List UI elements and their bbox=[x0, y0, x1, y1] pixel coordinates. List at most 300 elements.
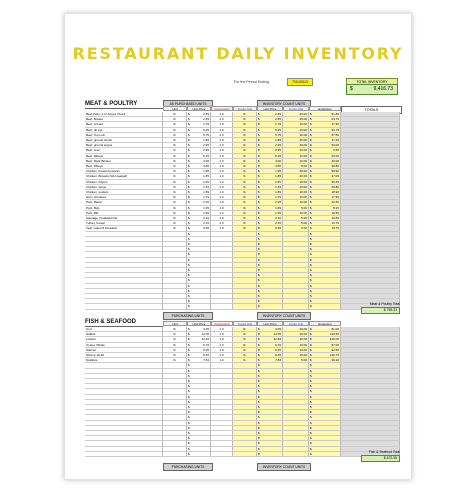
cell-name[interactable]: Beef, corned bbox=[85, 122, 163, 127]
cell-name[interactable]: Salmon bbox=[85, 348, 163, 353]
cell-name[interactable] bbox=[85, 304, 163, 309]
cell-cprice[interactable]: $ bbox=[257, 447, 283, 452]
cell-unit[interactable]: lb bbox=[163, 122, 187, 127]
cell-cprice[interactable]: $ bbox=[257, 268, 283, 273]
cell-cprice[interactable]: $ 4.85 bbox=[258, 164, 281, 168]
cell-conv[interactable]: 1.0 bbox=[211, 122, 233, 127]
cell-unit[interactable]: lb bbox=[163, 154, 187, 159]
cell-price[interactable]: $ bbox=[187, 374, 211, 379]
cell-cprice[interactable]: $ 1.89 bbox=[258, 190, 281, 194]
cell-name[interactable]: Beef, ground angus bbox=[85, 143, 163, 148]
cell-cunit[interactable] bbox=[233, 452, 257, 457]
cell-ext[interactable]: $ 40.00 bbox=[310, 158, 339, 163]
cell-price[interactable]: $ bbox=[187, 299, 211, 304]
cell-ext[interactable]: $ bbox=[309, 452, 341, 457]
cell-cprice[interactable]: $ 2.10 bbox=[258, 216, 281, 220]
cell-unit[interactable]: lb bbox=[163, 353, 187, 358]
cell-cprice[interactable]: $ 9.25 bbox=[258, 347, 281, 352]
cell-price[interactable]: $ 4.05 bbox=[188, 327, 209, 331]
cell-unit[interactable]: lb bbox=[163, 133, 187, 138]
cell-ext[interactable]: $ bbox=[309, 436, 341, 441]
cell-price[interactable]: $ bbox=[187, 400, 211, 405]
cell-unit[interactable]: lb bbox=[163, 226, 187, 231]
cell-price[interactable]: $ 2.25 bbox=[188, 200, 209, 205]
cell-ext[interactable]: $ 19.50 bbox=[310, 210, 339, 215]
cell-unit[interactable]: lb bbox=[163, 117, 187, 122]
cell-unit[interactable]: lb bbox=[163, 211, 187, 216]
cell-count[interactable]: 10.00 bbox=[283, 195, 309, 200]
cell-name[interactable]: Beef, rib eye bbox=[85, 128, 163, 133]
cell-price[interactable]: $ 1.89 bbox=[188, 138, 209, 142]
cell-name[interactable] bbox=[85, 452, 163, 457]
cell-price[interactable]: $ 4.00 bbox=[188, 158, 209, 163]
cell-ext[interactable]: $ bbox=[309, 278, 341, 283]
cell-cprice[interactable]: $ 5.75 bbox=[258, 132, 281, 137]
cell-conv[interactable]: 1.0 bbox=[211, 169, 233, 174]
cell-name[interactable]: Sausage, breakfast link bbox=[85, 216, 163, 221]
cell-ext[interactable]: $ 47.25 bbox=[310, 138, 339, 142]
cell-conv[interactable]: 1.0 bbox=[211, 143, 233, 148]
cell-cprice[interactable]: $ bbox=[257, 273, 283, 278]
cell-ext[interactable]: $ 10.75 bbox=[310, 221, 339, 226]
cell-ext[interactable]: $ bbox=[309, 379, 341, 384]
cell-price[interactable]: $ bbox=[187, 363, 211, 368]
cell-unit[interactable]: lb bbox=[163, 216, 187, 221]
cell-price[interactable]: $ bbox=[187, 410, 211, 415]
cell-price[interactable]: $ 1.65 bbox=[188, 205, 209, 210]
cell-cprice[interactable]: $ bbox=[257, 299, 283, 304]
cell-cunit[interactable] bbox=[233, 304, 257, 309]
cell-price[interactable]: $ 7.84 bbox=[188, 358, 209, 363]
cell-count[interactable] bbox=[283, 304, 309, 309]
cell-unit[interactable]: lb bbox=[163, 195, 187, 200]
cell-price[interactable]: $ 6.70 bbox=[188, 342, 209, 347]
cell-conv[interactable]: 1.0 bbox=[211, 216, 233, 221]
cell-cunit[interactable]: lb bbox=[233, 133, 257, 138]
cell-cunit[interactable]: lb bbox=[233, 174, 257, 179]
cell-cprice[interactable]: $ 1.85 bbox=[258, 174, 281, 179]
cell-name[interactable]: Turkey, breast bbox=[85, 221, 163, 226]
cell-cprice[interactable]: $ bbox=[257, 263, 283, 268]
cell-price[interactable]: $ 2.10 bbox=[188, 216, 209, 220]
cell-cprice[interactable]: $ bbox=[257, 242, 283, 247]
cell-cunit[interactable]: lb bbox=[233, 190, 257, 195]
cell-cprice[interactable]: $ 4.05 bbox=[258, 327, 281, 331]
cell-price[interactable]: $ 6.25 bbox=[188, 127, 209, 132]
cell-ext[interactable]: $ 81.00 bbox=[310, 327, 339, 331]
cell-unit[interactable]: lb bbox=[163, 200, 187, 205]
cell-ext[interactable]: $ bbox=[309, 426, 341, 431]
cell-cunit[interactable]: lb bbox=[233, 216, 257, 221]
cell-ext[interactable]: $ 29.80 bbox=[310, 184, 339, 189]
cell-price[interactable]: $ bbox=[187, 284, 211, 289]
cell-ext[interactable]: $ 17.90 bbox=[310, 195, 339, 200]
cell-ext[interactable]: $ 19.75 bbox=[310, 226, 339, 231]
cell-ext[interactable]: $ bbox=[309, 268, 341, 273]
cell-count[interactable]: 20.00 bbox=[283, 185, 309, 190]
cell-ext[interactable]: $ bbox=[309, 400, 341, 405]
cell-ext[interactable]: $ bbox=[309, 441, 341, 446]
cell-unit[interactable]: lb bbox=[163, 190, 187, 195]
cell-cprice[interactable]: $ bbox=[257, 400, 283, 405]
cell-unit[interactable]: lb bbox=[163, 343, 187, 348]
cell-cunit[interactable]: lb bbox=[233, 348, 257, 353]
cell-conv[interactable]: 1.0 bbox=[211, 112, 233, 117]
cell-price[interactable]: $ bbox=[187, 252, 211, 257]
cell-ext[interactable]: $ bbox=[309, 374, 341, 379]
cell-unit[interactable]: lb bbox=[163, 159, 187, 164]
cell-count[interactable] bbox=[283, 452, 309, 457]
cell-unit[interactable]: lb bbox=[163, 138, 187, 143]
cell-count[interactable]: 30.00 bbox=[283, 169, 309, 174]
cell-conv[interactable]: 1.0 bbox=[211, 343, 233, 348]
cell-ext[interactable]: $ 63.00 bbox=[310, 153, 339, 158]
cell-count[interactable]: 5.00 bbox=[283, 358, 309, 363]
cell-unit[interactable]: lb bbox=[163, 221, 187, 226]
cell-count[interactable]: 5.00 bbox=[283, 206, 309, 211]
cell-ext[interactable]: $ 58.50 bbox=[310, 169, 339, 174]
cell-price[interactable]: $ 5.25 bbox=[188, 153, 209, 158]
cell-conv[interactable]: 1.0 bbox=[211, 195, 233, 200]
cell-price[interactable]: $ bbox=[187, 436, 211, 441]
cell-cprice[interactable]: $ 2.25 bbox=[258, 200, 281, 205]
cell-cunit[interactable]: lb bbox=[233, 117, 257, 122]
cell-cprice[interactable]: $ bbox=[257, 452, 283, 457]
cell-unit[interactable]: lb bbox=[163, 332, 187, 337]
cell-price[interactable]: $ 1.79 bbox=[188, 195, 209, 200]
cell-count[interactable]: 20.00 bbox=[283, 174, 309, 179]
cell-conv[interactable]: 1.0 bbox=[211, 226, 233, 231]
cell-cprice[interactable]: $ 1.89 bbox=[258, 138, 281, 142]
cell-ext[interactable]: $ bbox=[309, 242, 341, 247]
cell-ext[interactable]: $ 126.75 bbox=[310, 353, 339, 357]
cell-cprice[interactable]: $ bbox=[257, 379, 283, 384]
cell-cprice[interactable]: $ 1.79 bbox=[258, 195, 281, 200]
cell-ext[interactable]: $ bbox=[309, 258, 341, 263]
cell-ext[interactable]: $ bbox=[309, 284, 341, 289]
cell-cunit[interactable]: lb bbox=[233, 143, 257, 148]
cell-name[interactable]: Cod bbox=[85, 327, 163, 332]
cell-price[interactable]: $ bbox=[187, 232, 211, 237]
cell-price[interactable]: $ 2.35 bbox=[188, 179, 209, 184]
cell-count[interactable]: 10.00 bbox=[283, 337, 309, 342]
cell-ext[interactable]: $ bbox=[309, 252, 341, 257]
cell-conv[interactable]: 1.0 bbox=[211, 332, 233, 337]
cell-count[interactable]: 10.00 bbox=[283, 200, 309, 205]
cell-conv[interactable]: 1.0 bbox=[211, 353, 233, 358]
cell-price[interactable]: $ 1.95 bbox=[188, 169, 209, 174]
cell-ext[interactable]: $ bbox=[309, 237, 341, 242]
cell-ext[interactable]: $ 63.75 bbox=[310, 117, 339, 122]
cell-price[interactable]: $ bbox=[187, 242, 211, 247]
cell-conv[interactable]: 1.0 bbox=[211, 221, 233, 226]
cell-cprice[interactable]: $ bbox=[257, 395, 283, 400]
cell-price[interactable]: $ bbox=[187, 452, 211, 457]
cell-conv[interactable]: 1.0 bbox=[211, 148, 233, 153]
cell-unit[interactable]: lb bbox=[163, 180, 187, 185]
cell-cprice[interactable]: $ 14.05 bbox=[258, 332, 281, 337]
cell-ext[interactable]: $ 39.20 bbox=[310, 358, 339, 363]
cell-price[interactable]: $ 1.95 bbox=[188, 210, 209, 215]
cell-price[interactable]: $ bbox=[187, 273, 211, 278]
cell-cprice[interactable]: $ bbox=[257, 405, 283, 410]
cell-count[interactable]: 5.00 bbox=[283, 216, 309, 221]
cell-conv[interactable]: 1.0 bbox=[211, 154, 233, 159]
cell-cprice[interactable]: $ 3.95 bbox=[258, 226, 281, 231]
cell-ext[interactable]: $ 53.00 bbox=[310, 143, 339, 148]
cell-conv[interactable]: 1.0 bbox=[211, 358, 233, 363]
cell-conv[interactable]: 1.0 bbox=[211, 327, 233, 332]
cell-cprice[interactable]: $ bbox=[257, 441, 283, 446]
cell-ext[interactable]: $ 17.90 bbox=[310, 122, 339, 127]
cell-cprice[interactable]: $ bbox=[257, 410, 283, 415]
cell-cprice[interactable]: $ 7.84 bbox=[258, 358, 281, 363]
cell-cunit[interactable]: lb bbox=[233, 159, 257, 164]
cell-price[interactable]: $ bbox=[187, 294, 211, 299]
cell-name[interactable]: Beef, Top Loin bbox=[85, 133, 163, 138]
cell-price[interactable]: $ bbox=[187, 369, 211, 374]
cell-cprice[interactable]: $ bbox=[257, 289, 283, 294]
cell-name[interactable]: Ham, boneless bbox=[85, 195, 163, 200]
cell-cprice[interactable]: $ bbox=[257, 247, 283, 252]
cell-unit[interactable]: lb bbox=[163, 358, 187, 363]
cell-ext[interactable]: $ bbox=[309, 415, 341, 420]
cell-conv[interactable] bbox=[211, 304, 233, 309]
cell-price[interactable]: $ 14.05 bbox=[188, 332, 209, 337]
cell-cunit[interactable]: lb bbox=[233, 206, 257, 211]
cell-cunit[interactable]: lb bbox=[233, 343, 257, 348]
cell-count[interactable]: 8.00 bbox=[283, 164, 309, 169]
cell-unit[interactable] bbox=[163, 452, 187, 457]
cell-count[interactable]: 25.00 bbox=[283, 138, 309, 143]
cell-cunit[interactable]: lb bbox=[233, 221, 257, 226]
cell-cunit[interactable]: lb bbox=[233, 164, 257, 169]
cell-ext[interactable]: $ 9.50 bbox=[310, 148, 339, 153]
cell-name[interactable]: Pork, Rib bbox=[85, 211, 163, 216]
cell-count[interactable]: 10.00 bbox=[283, 133, 309, 138]
cell-ext[interactable]: $ bbox=[309, 232, 341, 237]
cell-price[interactable]: $ 12.60 bbox=[188, 337, 209, 342]
cell-price[interactable]: $ bbox=[187, 441, 211, 446]
cell-ext[interactable]: $ bbox=[309, 431, 341, 436]
cell-unit[interactable]: lb bbox=[163, 174, 187, 179]
cell-count[interactable]: 10.00 bbox=[283, 190, 309, 195]
cell-ext[interactable]: $ 93.75 bbox=[310, 127, 339, 132]
cell-ext[interactable]: $ bbox=[309, 421, 341, 426]
cell-conv[interactable]: 1.0 bbox=[211, 348, 233, 353]
cell-cunit[interactable]: lb bbox=[233, 185, 257, 190]
cell-cprice[interactable]: $ bbox=[257, 232, 283, 237]
cell-name[interactable]: Pork, Butt bbox=[85, 206, 163, 211]
cell-price[interactable]: $ 2.55 bbox=[188, 117, 209, 122]
cell-cunit[interactable]: lb bbox=[233, 327, 257, 332]
cell-cprice[interactable]: $ 4.00 bbox=[258, 158, 281, 163]
cell-name[interactable]: Beef, Ribeye bbox=[85, 164, 163, 169]
cell-name[interactable]: Chicken, breast boneless bbox=[85, 169, 163, 174]
cell-ext[interactable]: $ bbox=[309, 294, 341, 299]
cell-ext[interactable]: $ bbox=[309, 369, 341, 374]
cell-cunit[interactable]: lb bbox=[233, 200, 257, 205]
cell-count[interactable]: 20.00 bbox=[283, 143, 309, 148]
cell-conv[interactable]: 1.0 bbox=[211, 128, 233, 133]
cell-cunit[interactable]: lb bbox=[233, 148, 257, 153]
cell-conv[interactable]: 1.0 bbox=[211, 164, 233, 169]
cell-ext[interactable]: $ bbox=[309, 289, 341, 294]
cell-price[interactable]: $ bbox=[187, 263, 211, 268]
cell-cprice[interactable]: $ bbox=[257, 369, 283, 374]
cell-unit[interactable]: lb bbox=[163, 169, 187, 174]
cell-cprice[interactable]: $ bbox=[257, 415, 283, 420]
cell-price[interactable]: $ bbox=[187, 421, 211, 426]
cell-name[interactable]: Chicken, Breasts (Wt-breaded) bbox=[85, 174, 163, 179]
cell-cunit[interactable]: lb bbox=[233, 122, 257, 127]
cell-ext[interactable]: $ bbox=[309, 263, 341, 268]
cell-ext[interactable]: $ bbox=[309, 247, 341, 252]
cell-count[interactable]: 5.00 bbox=[283, 226, 309, 231]
cell-cprice[interactable]: $ 12.60 bbox=[258, 337, 281, 342]
cell-count[interactable]: 15.00 bbox=[283, 353, 309, 358]
cell-cunit[interactable]: lb bbox=[233, 180, 257, 185]
cell-ext[interactable]: $ 8.25 bbox=[310, 205, 339, 210]
cell-cprice[interactable]: $ bbox=[257, 374, 283, 379]
cell-cprice[interactable]: $ 2.15 bbox=[258, 221, 281, 226]
cell-name[interactable]: Beef, Brisket bbox=[85, 117, 163, 122]
cell-name[interactable]: Beef Patty, 4 oz Angus Chuck bbox=[85, 112, 163, 117]
cell-count[interactable]: 15.00 bbox=[283, 180, 309, 185]
cell-count[interactable]: 12.00 bbox=[283, 154, 309, 159]
cell-cunit[interactable]: lb bbox=[233, 358, 257, 363]
cell-conv[interactable]: 1.0 bbox=[211, 133, 233, 138]
cell-price[interactable]: $ bbox=[187, 384, 211, 389]
cell-unit[interactable]: lb bbox=[163, 128, 187, 133]
cell-ext[interactable]: $ 38.80 bbox=[310, 164, 339, 168]
cell-name[interactable]: Halibut bbox=[85, 332, 163, 337]
cell-price[interactable]: $ bbox=[187, 447, 211, 452]
cell-conv[interactable]: 1.0 bbox=[211, 117, 233, 122]
cell-cprice[interactable]: $ bbox=[257, 389, 283, 394]
cell-count[interactable]: 10.00 bbox=[283, 343, 309, 348]
cell-name[interactable]: Oyster, Whole bbox=[85, 343, 163, 348]
cell-conv[interactable] bbox=[211, 452, 233, 457]
cell-price[interactable]: $ bbox=[187, 268, 211, 273]
cell-unit[interactable] bbox=[163, 304, 187, 309]
cell-unit[interactable]: lb bbox=[163, 112, 187, 117]
cell-price[interactable]: $ 2.15 bbox=[188, 221, 209, 226]
cell-ext[interactable]: $ bbox=[309, 389, 341, 394]
cell-name[interactable]: Beef, ground chuck bbox=[85, 138, 163, 143]
cell-ext[interactable]: $ 37.00 bbox=[310, 174, 339, 179]
cell-price[interactable]: $ bbox=[187, 395, 211, 400]
cell-count[interactable]: 5.00 bbox=[283, 221, 309, 226]
cell-cunit[interactable]: lb bbox=[233, 169, 257, 174]
cell-ext[interactable]: $ bbox=[309, 447, 341, 452]
cell-price[interactable]: $ bbox=[187, 247, 211, 252]
cell-cprice[interactable]: $ bbox=[257, 421, 283, 426]
cell-price[interactable]: $ 1.85 bbox=[188, 174, 209, 179]
cell-cprice[interactable]: $ bbox=[257, 384, 283, 389]
cell-price[interactable]: $ 0.95 bbox=[188, 148, 209, 153]
cell-cprice[interactable]: $ 2.35 bbox=[258, 179, 281, 184]
cell-cprice[interactable]: $ bbox=[257, 258, 283, 263]
cell-price[interactable]: $ bbox=[187, 289, 211, 294]
cell-price[interactable]: $ bbox=[187, 415, 211, 420]
cell-name[interactable]: Chicken, tenders bbox=[85, 190, 163, 195]
cell-name[interactable]: Pork, Bacon bbox=[85, 200, 163, 205]
cell-cprice[interactable]: $ 8.45 bbox=[258, 353, 281, 357]
cell-name[interactable]: Beef, Liver bbox=[85, 148, 163, 153]
cell-price[interactable]: $ 2.65 bbox=[188, 143, 209, 148]
cell-count[interactable]: 10.00 bbox=[283, 211, 309, 216]
cell-price[interactable]: $ bbox=[187, 405, 211, 410]
cell-ext[interactable]: $ bbox=[309, 299, 341, 304]
cell-unit[interactable]: lb bbox=[163, 337, 187, 342]
cell-ext[interactable]: $ 10.50 bbox=[310, 216, 339, 220]
cell-cunit[interactable]: lb bbox=[233, 195, 257, 200]
cell-count[interactable]: 15.00 bbox=[283, 128, 309, 133]
cell-cprice[interactable]: $ 5.25 bbox=[258, 153, 281, 158]
cell-ext[interactable]: $ 140.50 bbox=[310, 332, 339, 337]
cell-cprice[interactable]: $ 1.79 bbox=[258, 122, 281, 127]
cell-cunit[interactable]: lb bbox=[233, 226, 257, 231]
cell-unit[interactable]: lb bbox=[163, 185, 187, 190]
cell-name[interactable]: Lobster bbox=[85, 337, 163, 342]
cell-price[interactable]: $ 1.49 bbox=[188, 184, 209, 189]
cell-cprice[interactable]: $ 1.49 bbox=[258, 184, 281, 189]
cell-price[interactable]: $ bbox=[187, 389, 211, 394]
cell-price[interactable]: $ 2.59 bbox=[188, 112, 209, 116]
cell-count[interactable]: 10.00 bbox=[283, 348, 309, 353]
cell-cprice[interactable]: $ bbox=[257, 304, 283, 309]
cell-price[interactable]: $ bbox=[187, 237, 211, 242]
cell-ext[interactable]: $ bbox=[309, 273, 341, 278]
cell-cunit[interactable]: lb bbox=[233, 138, 257, 143]
cell-name[interactable]: Beef, Ribeye bbox=[85, 154, 163, 159]
cell-price[interactable]: $ bbox=[187, 258, 211, 263]
cell-ext[interactable]: $ bbox=[309, 363, 341, 368]
cell-unit[interactable]: lb bbox=[163, 148, 187, 153]
period-ending-field[interactable]: 7/31/2013 bbox=[287, 78, 313, 86]
cell-count[interactable]: 10.00 bbox=[283, 159, 309, 164]
cell-conv[interactable]: 1.0 bbox=[211, 206, 233, 211]
cell-cunit[interactable]: lb bbox=[233, 154, 257, 159]
cell-conv[interactable]: 1.0 bbox=[211, 185, 233, 190]
cell-unit[interactable]: lb bbox=[163, 143, 187, 148]
cell-ext[interactable]: $ 22.50 bbox=[310, 200, 339, 205]
cell-cprice[interactable]: $ 0.95 bbox=[258, 148, 281, 153]
cell-name[interactable]: Chicken, fingers bbox=[85, 180, 163, 185]
cell-ext[interactable]: $ 67.00 bbox=[310, 342, 339, 347]
cell-cprice[interactable]: $ bbox=[257, 278, 283, 283]
cell-price[interactable]: $ 8.45 bbox=[188, 353, 209, 357]
cell-cunit[interactable]: lb bbox=[233, 337, 257, 342]
cell-cprice[interactable]: $ 1.95 bbox=[258, 210, 281, 215]
cell-cprice[interactable]: $ bbox=[257, 436, 283, 441]
cell-count[interactable]: 10.00 bbox=[283, 122, 309, 127]
cell-unit[interactable]: lb bbox=[163, 206, 187, 211]
cell-cprice[interactable]: $ 1.65 bbox=[258, 205, 281, 210]
cell-conv[interactable]: 1.0 bbox=[211, 200, 233, 205]
cell-cunit[interactable]: lb bbox=[233, 332, 257, 337]
cell-ext[interactable]: $ 92.50 bbox=[310, 347, 339, 352]
cell-cprice[interactable]: $ 6.70 bbox=[258, 342, 281, 347]
cell-cprice[interactable]: $ bbox=[257, 431, 283, 436]
cell-count[interactable]: 25.00 bbox=[283, 117, 309, 122]
cell-price[interactable]: $ 1.89 bbox=[188, 190, 209, 194]
cell-ext[interactable]: $ bbox=[309, 304, 341, 309]
cell-ext[interactable]: $ bbox=[309, 405, 341, 410]
cell-price[interactable]: $ bbox=[187, 304, 211, 309]
cell-price[interactable]: $ bbox=[187, 431, 211, 436]
